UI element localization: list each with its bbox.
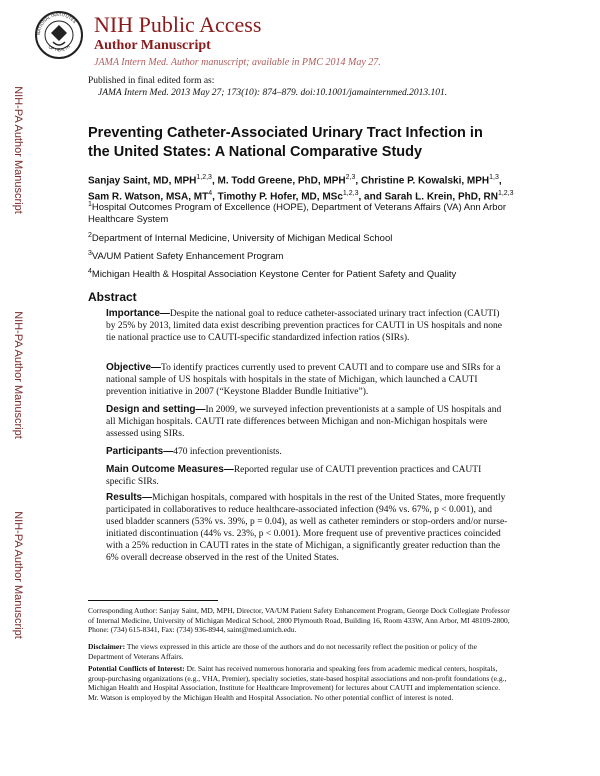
nih-logo bbox=[34, 10, 84, 60]
abstract-objective: Objective—To identify practices currently used to prevent CAUTI and to compare use and SIRs for a national sample of US hospitals with hospitals in the state of Michigan, which launched a CAUTI prevention initiative in 2007 (“Keystone Bladder Bundle Initiative”). bbox=[106, 362, 501, 397]
abstract-results: Results—Michigan hospitals, compared with hospitals in the rest of the United States, more frequently participated in collaboratives to reduce healthcare-associated infection (94% vs. 67%, p < 0.001), and used bladder scanners (53% vs. 39%, p = 0.04), as well as catheter reminders or stop-orders and/or nurse-initiated discontinuation (44% vs. 23%, p < 0.001). More frequent use of preventive practices coincided with a 25% reduction in CAUTI rates in the state of Michigan, a significantly greater reduction than the 6% overall decrease observed in the rest of the United States. bbox=[106, 492, 508, 563]
conflicts-note: Potential Conflicts of Interest: Dr. Saint has received numerous honoraria and speaking fees from academic medical centers, hospitals, group-purchasing organizations (e.g., VHA, Premier), specialty societies, state-based hospital associations and non-profit foundations (e.g., Michigan Health and Hospital Association, Institute for Healthcare Improvement) for lectures about CAUTI and implementation science. Mr. Watson is employed by the Michigan Health and Hospital Association. No other potential conflict of interest is noted. bbox=[88, 664, 507, 702]
logo-text-top: NATIONAL INSTITUTES bbox=[35, 11, 78, 36]
affiliation-2: $^2$Department of Internal Medicine, University of Michigan Medical School bbox=[88, 232, 393, 245]
logo-text-bottom: OF HEALTH bbox=[47, 43, 71, 53]
author: Sanjay Saint, MD, MPH bbox=[88, 175, 197, 187]
header-journal-line: JAMA Intern Med. Author manuscript; available in PMC 2014 May 27. bbox=[94, 57, 381, 68]
side-banner-3: NIH-PA Author Manuscript bbox=[12, 511, 24, 639]
corresponding-author-note: Corresponding Author: Sanjay Saint, MD, MPH, Director, VA/UM Patient Safety Enhancement Program, George Dock Collegiate Professor of Internal Medicine, University of Michigan Medical School, 2800 Plymouth Road, Building 16, Room 433W, Ann Arbor, MI 48109-2800, Phone: (734) 615-8341, Fax: (734) 936-8944, saint@med.umich.edu. bbox=[88, 606, 510, 634]
citation-line: JAMA Intern Med. 2013 May 27; 173(10): 874–879. doi:10.1001/jamainternmed.2013.101. bbox=[98, 88, 448, 98]
article-title: Preventing Catheter-Associated Urinary Tract Infection in the United States: A National Comparative Study bbox=[88, 125, 483, 160]
footnote-divider bbox=[88, 600, 218, 601]
author-list: Sanjay Saint, MD, MPH$^{1,2,3}$, M. Todd Greene, PhD, MPH$^{2,3}$, Christine P. Kowalski, MPH$^{1,3}$, Sam R. Watson, MSA, $MT^4$, Timothy P. Hofer, MD, MSc$^{1,2,3}$, and Sarah L. Krein, PhD, RN$^{1,2,3}$ bbox=[88, 174, 514, 203]
author: Christine P. Kowalski, MPH bbox=[360, 175, 490, 187]
author: Sarah L. Krein, PhD, RN bbox=[384, 191, 498, 203]
abstract-outcomes: Main Outcome Measures—Reported regular use of CAUTI prevention practices and CAUTI specific SIRs. bbox=[106, 464, 482, 487]
author: Timothy P. Hofer, MD, MSc bbox=[217, 191, 343, 203]
affiliation-3: $^3$VA/UM Patient Safety Enhancement Program bbox=[88, 250, 284, 263]
author: Sam R. Watson, MSA, MT bbox=[88, 191, 209, 203]
affiliation-1: $^1$Hospital Outcomes Program of Excellence (HOPE), Department of Veterans Affairs (VA) Ann Arbor Healthcare System bbox=[88, 201, 507, 226]
abstract-participants: Participants—470 infection preventionists. bbox=[106, 446, 282, 457]
author: M. Todd Greene, PhD, MPH bbox=[217, 175, 346, 187]
abstract-importance: Importance—Despite the national goal to reduce catheter-associated urinary tract infection (CAUTI) by 25% by 2013, limited data exist describing prevention practices for CAUTI in US hospitals and none tie national practice use to CAUTI-specific standardized infection ratios (SIRs). bbox=[106, 308, 503, 343]
abstract-design: Design and setting—In 2009, we surveyed infection preventionists at a sample of US hospitals and all Michigan hospitals. CAUTI rate differences between Michigan and non-Michigan hospitals were assessed using SIRs. bbox=[106, 404, 502, 439]
published-in-label: Published in final edited form as: bbox=[88, 76, 215, 86]
disclaimer-note: Disclaimer: The views expressed in this article are those of the authors and do not necessarily reflect the position or policy of the Department of Veterans Affairs. bbox=[88, 642, 477, 661]
header-subtitle: Author Manuscript bbox=[94, 38, 211, 53]
abstract-heading: Abstract bbox=[88, 290, 137, 304]
side-banner-1: NIH-PA Author Manuscript bbox=[12, 86, 24, 214]
side-banner-2: NIH-PA Author Manuscript bbox=[12, 311, 24, 439]
header-title: NIH Public Access bbox=[94, 12, 262, 37]
affiliation-4: $^4$Michigan Health & Hospital Association Keystone Center for Patient Safety and Quality bbox=[88, 268, 457, 281]
